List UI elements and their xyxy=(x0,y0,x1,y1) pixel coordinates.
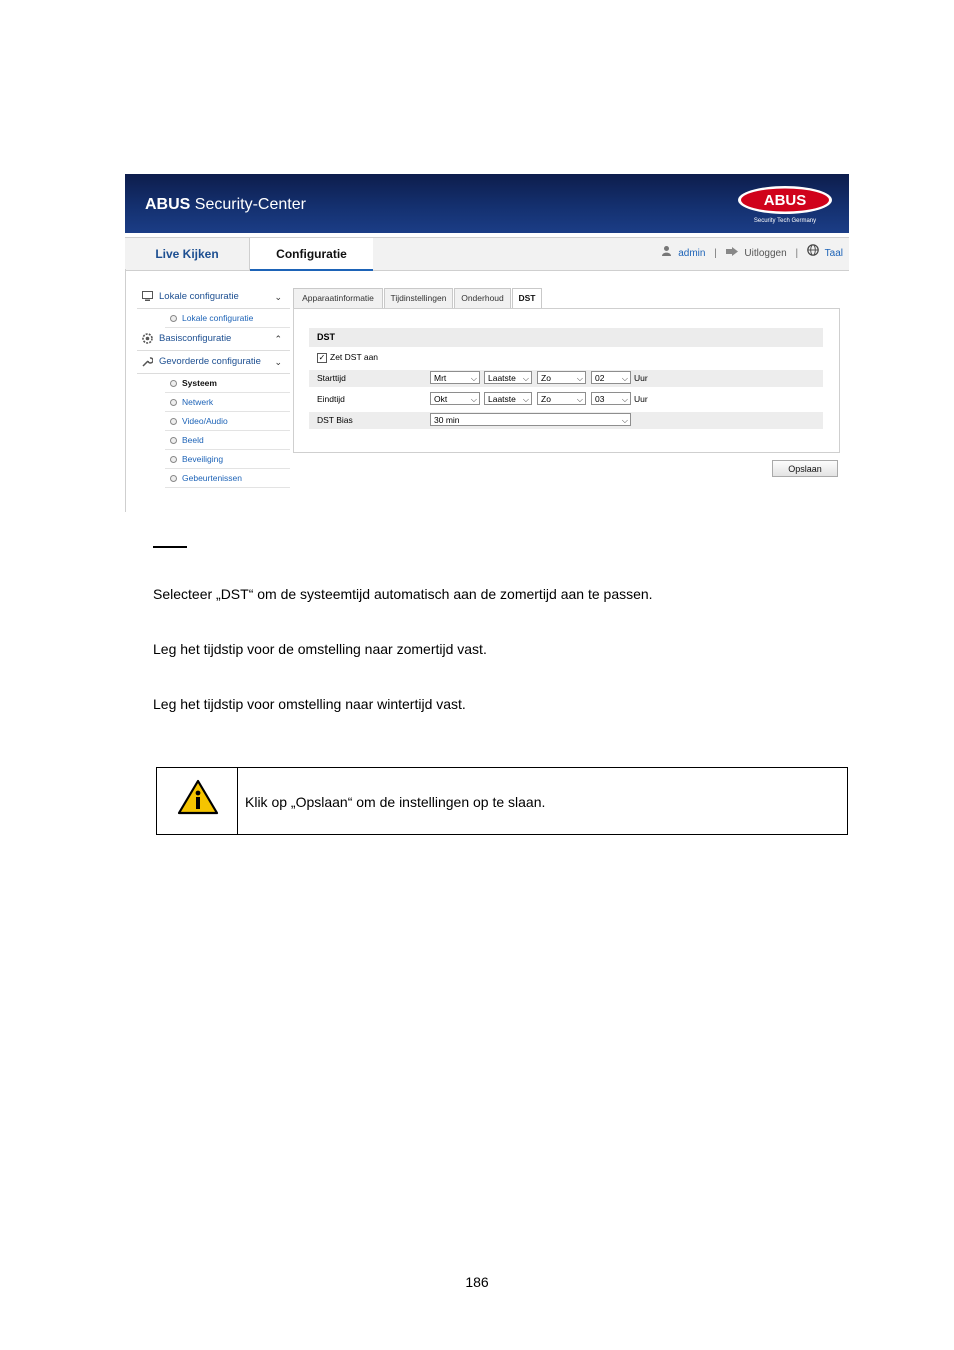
logout-link[interactable]: Uitloggen xyxy=(744,248,787,259)
enable-dst-row xyxy=(309,349,823,366)
paragraph: Leg het tijdstip voor omstelling naar wintertijd vast. xyxy=(153,696,466,712)
dst-bias-row xyxy=(309,412,823,429)
save-button[interactable]: Opslaan xyxy=(772,460,838,477)
chevron-down-icon: ⌄ xyxy=(274,292,282,302)
sidebar-item-image[interactable]: Beeld xyxy=(165,431,290,450)
user-name[interactable]: admin xyxy=(678,248,706,259)
tab-dst[interactable]: DST xyxy=(512,288,542,309)
end-time-label: Eindtijd xyxy=(317,394,345,404)
end-week-select[interactable]: Laatste ⌵ xyxy=(484,392,532,405)
sidebar-group-advanced-config[interactable]: Gevorderde configuratie ⌄ xyxy=(137,351,290,374)
user-bar xyxy=(661,238,843,270)
sidebar-item-local-config[interactable]: Lokale configuratie xyxy=(165,309,290,328)
globe-icon xyxy=(807,238,819,270)
start-hour-unit: Uur xyxy=(634,373,648,383)
sidebar-item-network[interactable]: Netwerk xyxy=(165,393,290,412)
chevron-up-icon: ⌃ xyxy=(274,334,282,344)
dst-bias-label: DST Bias xyxy=(317,415,353,425)
main-nav xyxy=(125,237,849,271)
chevron-down-icon: ⌵ xyxy=(621,374,628,383)
sidebar-group-basic-config[interactable]: Basisconfiguratie ⌃ xyxy=(137,328,290,351)
abus-logo xyxy=(735,184,835,226)
dst-bias-select[interactable]: 30 min ⌵ xyxy=(430,413,631,426)
svg-text:ABUS: ABUS xyxy=(763,192,807,209)
header-banner xyxy=(125,174,849,233)
start-hour-select[interactable]: 02 ⌵ xyxy=(591,371,631,384)
gear-icon xyxy=(142,333,153,344)
divider xyxy=(125,269,126,512)
chevron-down-icon: ⌵ xyxy=(470,374,477,383)
start-time-label: Starttijd xyxy=(317,373,346,383)
sidebar-group-local-config[interactable]: Lokale configuratie ⌄ xyxy=(137,286,290,309)
chevron-down-icon: ⌵ xyxy=(522,395,529,404)
warning-icon xyxy=(177,779,219,815)
chevron-down-icon: ⌵ xyxy=(470,395,477,404)
chevron-down-icon: ⌄ xyxy=(274,357,282,367)
section-title: DST xyxy=(309,328,823,347)
chevron-down-icon: ⌵ xyxy=(522,374,529,383)
bullet-icon xyxy=(170,380,177,387)
sidebar-item-video-audio[interactable]: Video/Audio xyxy=(165,412,290,431)
wrench-icon xyxy=(142,356,153,367)
bullet-icon xyxy=(170,437,177,444)
start-week-select[interactable]: Laatste ⌵ xyxy=(484,371,532,384)
page-number: 186 xyxy=(465,1274,489,1290)
end-hour-unit: Uur xyxy=(634,394,648,404)
tab-device-info[interactable]: Apparaatinformatie xyxy=(293,288,383,309)
sidebar-item-events[interactable]: Gebeurtenissen xyxy=(165,469,290,488)
chevron-down-icon: ⌵ xyxy=(576,395,583,404)
bullet-icon xyxy=(170,456,177,463)
separator: | xyxy=(714,248,717,259)
note-icon-cell xyxy=(157,768,238,834)
chevron-down-icon: ⌵ xyxy=(621,416,628,425)
tab-live-view[interactable]: Live Kijken xyxy=(125,238,250,270)
bullet-icon xyxy=(170,315,177,322)
paragraph: Selecteer „DST“ om de systeemtijd automatisch aan de zomertijd aan te passen. xyxy=(153,586,653,602)
logout-icon xyxy=(726,238,739,270)
paragraph: Leg het tijdstip voor de omstelling naar zomertijd vast. xyxy=(153,641,487,657)
chevron-down-icon: ⌵ xyxy=(576,374,583,383)
user-icon xyxy=(661,238,672,270)
sidebar xyxy=(137,286,290,488)
bullet-icon xyxy=(170,399,177,406)
dst-panel xyxy=(293,308,840,453)
chevron-down-icon: ⌵ xyxy=(621,395,628,404)
app-title: ABUS Security-Center xyxy=(145,196,306,213)
note-box xyxy=(156,767,848,835)
sidebar-item-security[interactable]: Beveiliging xyxy=(165,450,290,469)
end-day-select[interactable]: Zo ⌵ xyxy=(537,392,586,405)
language-link[interactable]: Taal xyxy=(824,248,843,259)
note-text: Klik op „Opslaan“ om de instellingen op te slaan. xyxy=(245,794,546,810)
enable-dst-label: Zet DST aan xyxy=(330,352,379,362)
tab-maintenance[interactable]: Onderhoud xyxy=(454,288,511,309)
bullet-icon xyxy=(170,475,177,482)
monitor-icon xyxy=(142,291,153,302)
end-month-select[interactable]: Okt ⌵ xyxy=(430,392,480,405)
start-month-select[interactable]: Mrt ⌵ xyxy=(430,371,480,384)
start-day-select[interactable]: Zo ⌵ xyxy=(537,371,586,384)
separator: | xyxy=(795,248,799,259)
sidebar-item-system[interactable]: Systeem xyxy=(165,374,290,393)
end-hour-select[interactable]: 03 ⌵ xyxy=(591,392,631,405)
heading-underline xyxy=(153,546,187,548)
end-time-row xyxy=(309,391,823,408)
tab-time-settings[interactable]: Tijdinstellingen xyxy=(384,288,453,309)
tab-configuration[interactable]: Configuratie xyxy=(250,238,373,271)
enable-dst-checkbox[interactable]: ✓ xyxy=(318,353,326,362)
svg-text:Security Tech Germany: Security Tech Germany xyxy=(753,218,817,224)
start-time-row xyxy=(309,370,823,387)
screenshot-frame xyxy=(125,174,849,512)
bullet-icon xyxy=(170,418,177,425)
